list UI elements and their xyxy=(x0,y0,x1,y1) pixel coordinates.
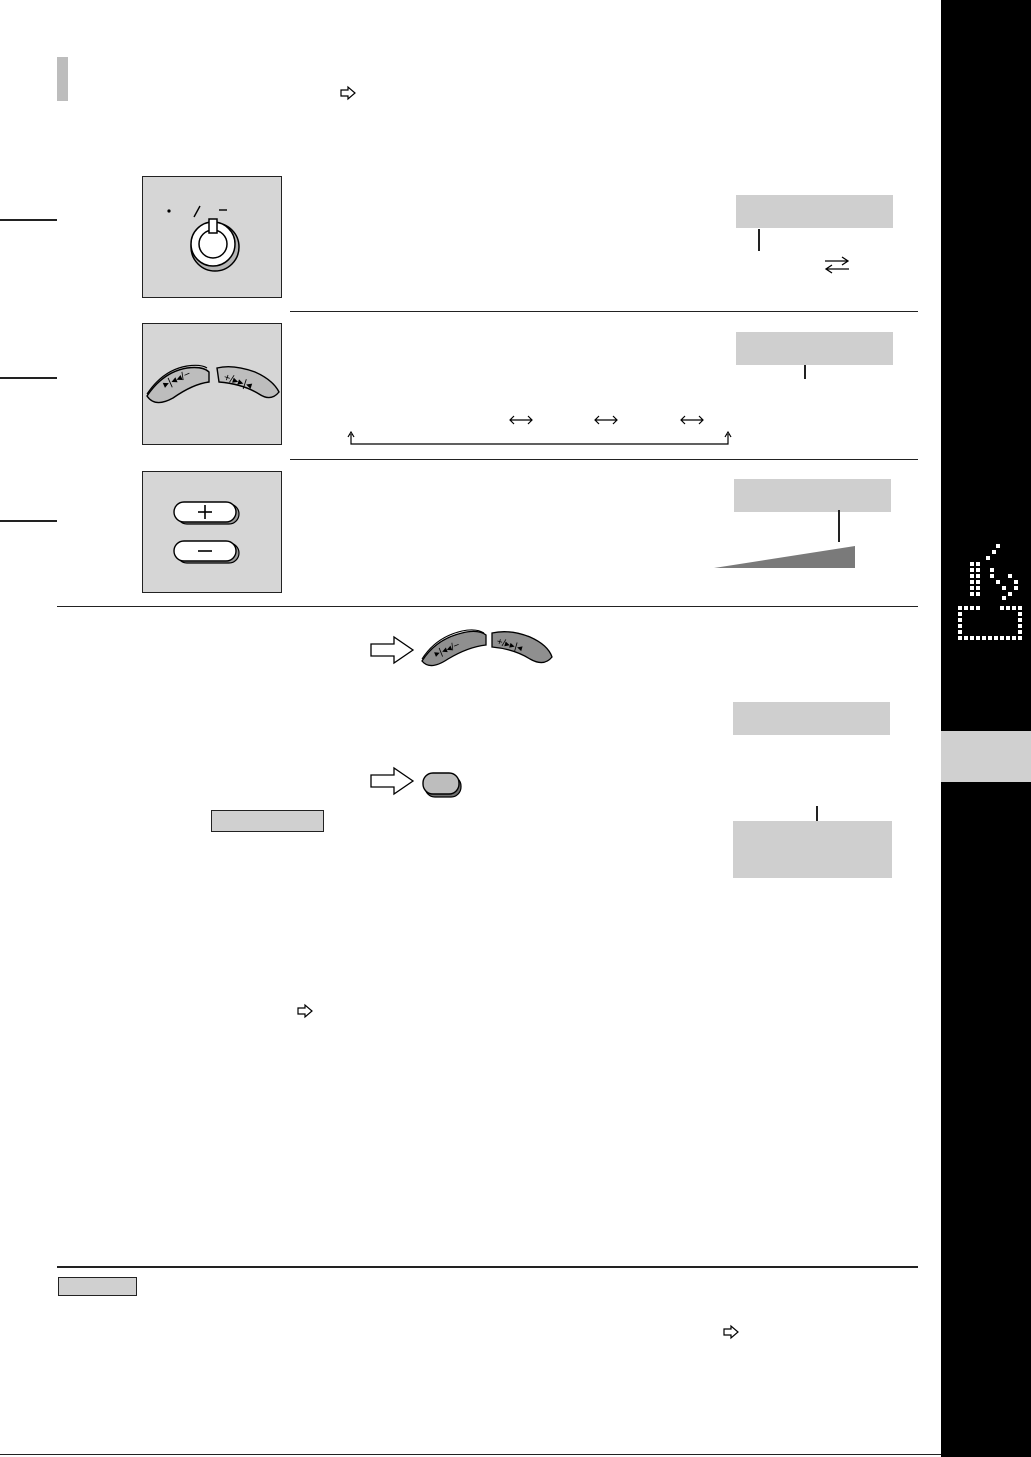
swap-arrows-icon xyxy=(824,256,850,279)
margin-tick-2 xyxy=(0,377,57,379)
svg-text:▸|◂◂/−: ▸|◂◂/− xyxy=(433,639,462,660)
display-4 xyxy=(733,702,890,735)
display-3 xyxy=(734,479,891,512)
hollow-arrow-icon-1 xyxy=(370,636,414,669)
volume-level-wedge xyxy=(714,545,856,574)
display-1 xyxy=(736,195,893,228)
divider-2 xyxy=(290,459,918,460)
display-5 xyxy=(733,821,892,878)
display-3-pointer xyxy=(838,510,840,542)
section-heading-bar xyxy=(57,57,68,101)
margin-tick-3 xyxy=(0,520,57,522)
notes-heading-box xyxy=(58,1277,137,1296)
volume-plus-minus-icon[interactable] xyxy=(143,472,283,594)
display-2-pointer xyxy=(804,365,806,379)
display-2 xyxy=(736,332,893,365)
notes-divider xyxy=(57,1266,918,1268)
svg-text:▸|◂◂/−: ▸|◂◂/− xyxy=(161,368,193,391)
volume-panel xyxy=(142,471,282,593)
margin-tick-1 xyxy=(0,219,57,221)
svg-text:+/▸▸|◂: +/▸▸|◂ xyxy=(495,636,524,655)
footer-rule xyxy=(0,1454,941,1455)
sidebar-lower xyxy=(941,782,1031,1457)
mode-cycle-diagram xyxy=(344,412,736,453)
display-1-pointer xyxy=(758,229,760,251)
reference-arrow-icon-2 xyxy=(297,1004,313,1023)
reference-arrow-icon xyxy=(340,86,356,105)
divider-1 xyxy=(290,311,918,312)
hollow-arrow-icon-2 xyxy=(370,767,414,800)
oval-button-icon[interactable] xyxy=(422,772,462,803)
display-5-pointer xyxy=(816,806,818,822)
seek-rocker-small-icon[interactable] xyxy=(420,627,554,676)
sidebar-active-tab[interactable] xyxy=(941,731,1031,782)
button-name-label xyxy=(211,810,324,832)
power-knob-panel xyxy=(142,176,282,298)
svg-text:+/▸▸|◂: +/▸▸|◂ xyxy=(222,371,254,392)
seek-rocker-panel xyxy=(142,323,282,445)
reference-arrow-icon-3 xyxy=(723,1325,739,1344)
power-knob-icon[interactable] xyxy=(143,177,283,299)
section-divider xyxy=(57,606,918,607)
dotted-hand-pointer-icon xyxy=(956,544,1026,653)
seek-rocker-icon[interactable] xyxy=(143,324,283,446)
